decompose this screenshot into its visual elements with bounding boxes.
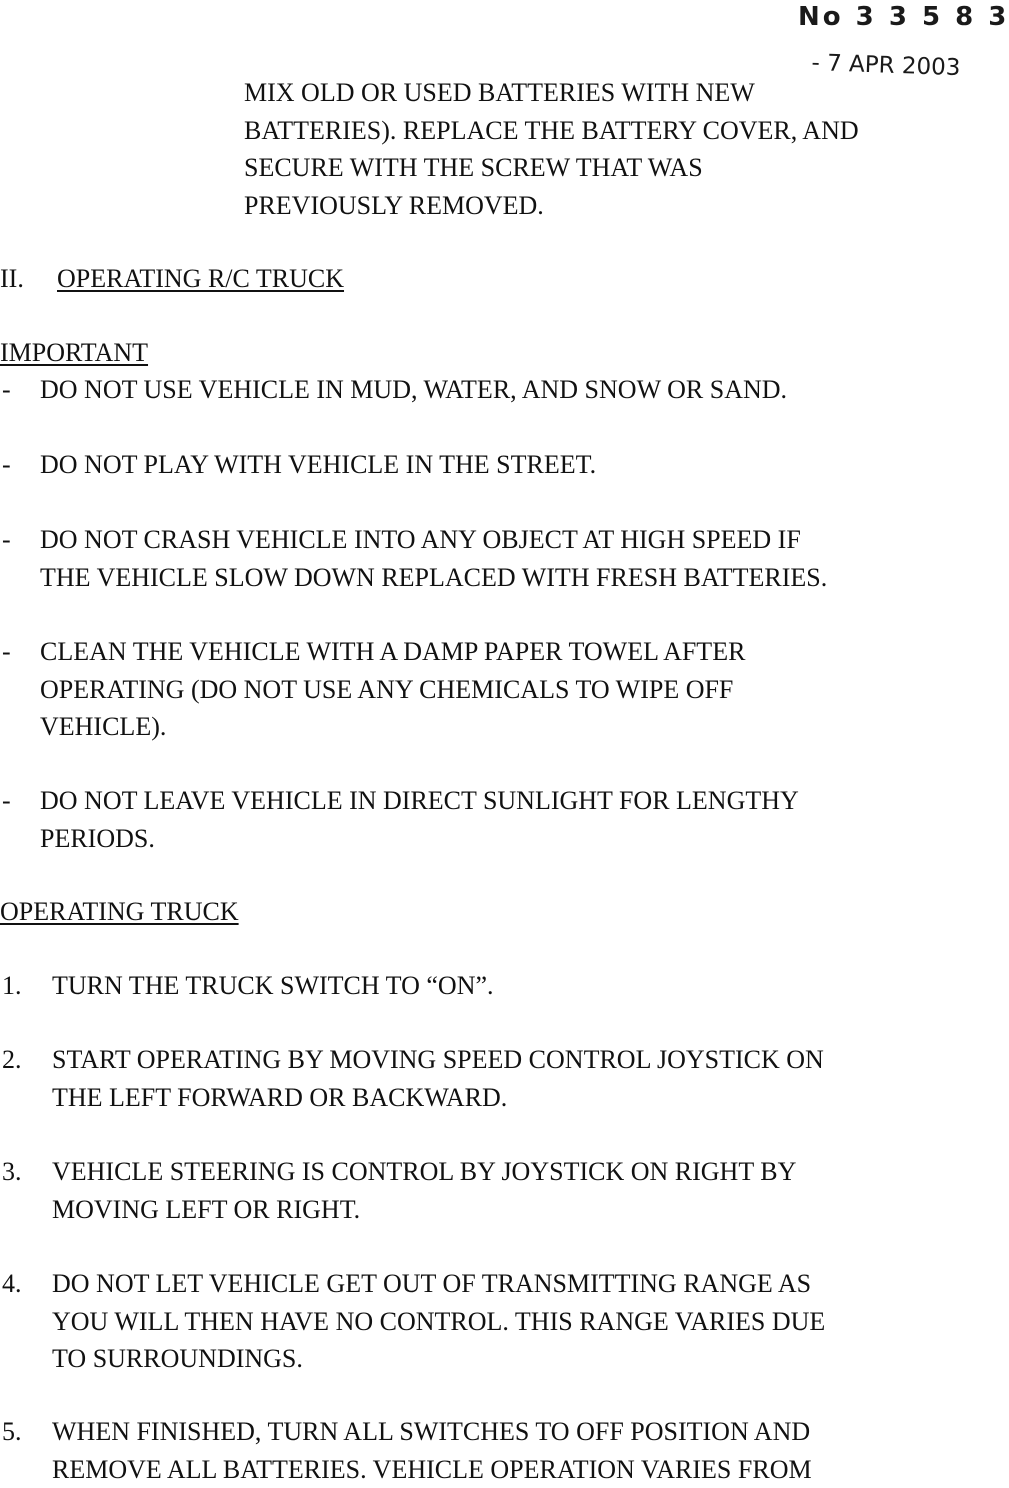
step-line: MOVING LEFT OR RIGHT.	[52, 1191, 796, 1229]
step-number: 4.	[2, 1265, 22, 1303]
intro-line: SECURE WITH THE SCREW THAT WAS	[244, 149, 958, 187]
step-line: YOU WILL THEN HAVE NO CONTROL. THIS RANGE VARIES DUE	[52, 1303, 825, 1341]
item-line: PERIODS.	[40, 820, 799, 858]
step-line: WHEN FINISHED, TURN ALL SWITCHES TO OFF POSITION AND	[52, 1413, 812, 1451]
step-line: THE LEFT FORWARD OR BACKWARD.	[52, 1079, 824, 1117]
step-line: REMOVE ALL BATTERIES. VEHICLE OPERATION VARIES FROM	[52, 1451, 812, 1488]
item-line: VEHICLE).	[40, 708, 745, 746]
step-line: START OPERATING BY MOVING SPEED CONTROL JOYSTICK ON	[52, 1041, 824, 1079]
intro-line: MIX OLD OR USED BATTERIES WITH NEW	[244, 74, 958, 112]
operating-heading-text: OPERATING TRUCK	[0, 897, 239, 926]
step-number: 1.	[2, 967, 22, 1005]
item-line: CLEAN THE VEHICLE WITH A DAMP PAPER TOWEL AFTER	[40, 633, 745, 671]
intro-line: BATTERIES). REPLACE THE BATTERY COVER, AND	[244, 112, 958, 150]
date-stamp: - 7 APR 2003	[811, 48, 961, 83]
bullet-marker: -	[2, 633, 11, 671]
item-line: DO NOT LEAVE VEHICLE IN DIRECT SUNLIGHT FOR LENGTHY	[40, 782, 799, 820]
important-heading	[0, 334, 958, 372]
bullet-marker: -	[2, 782, 11, 820]
bullet-marker: -	[2, 371, 11, 409]
section-title: OPERATING R/C TRUCK	[57, 264, 344, 293]
item-line: THE VEHICLE SLOW DOWN REPLACED WITH FRESH BATTERIES.	[40, 559, 827, 597]
step-number: 3.	[2, 1153, 22, 1191]
step-line: TO SURROUNDINGS.	[52, 1340, 825, 1378]
intro-line: PREVIOUSLY REMOVED.	[244, 187, 958, 225]
step-line: VEHICLE STEERING IS CONTROL BY JOYSTICK ON RIGHT BY	[52, 1153, 796, 1191]
item-line: DO NOT CRASH VEHICLE INTO ANY OBJECT AT HIGH SPEED IF	[40, 521, 827, 559]
section-heading	[0, 260, 958, 298]
step-line: DO NOT LET VEHICLE GET OUT OF TRANSMITTING RANGE AS	[52, 1265, 825, 1303]
document-number-stamp: No 3 3 5 8 3	[798, 0, 1009, 34]
operating-heading	[0, 893, 958, 931]
item-line: DO NOT USE VEHICLE IN MUD, WATER, AND SNOW OR SAND.	[40, 371, 787, 409]
bullet-marker: -	[2, 521, 11, 559]
item-line: OPERATING (DO NOT USE ANY CHEMICALS TO WIPE OFF	[40, 671, 745, 709]
item-line: DO NOT PLAY WITH VEHICLE IN THE STREET.	[40, 446, 596, 484]
important-heading-text: IMPORTANT	[0, 338, 148, 367]
bullet-marker: -	[2, 446, 11, 484]
intro-paragraph	[244, 74, 958, 224]
step-number: 5.	[2, 1413, 22, 1451]
step-number: 2.	[2, 1041, 22, 1079]
step-line: TURN THE TRUCK SWITCH TO “ON”.	[52, 967, 494, 1005]
section-numeral: II.	[0, 260, 57, 298]
